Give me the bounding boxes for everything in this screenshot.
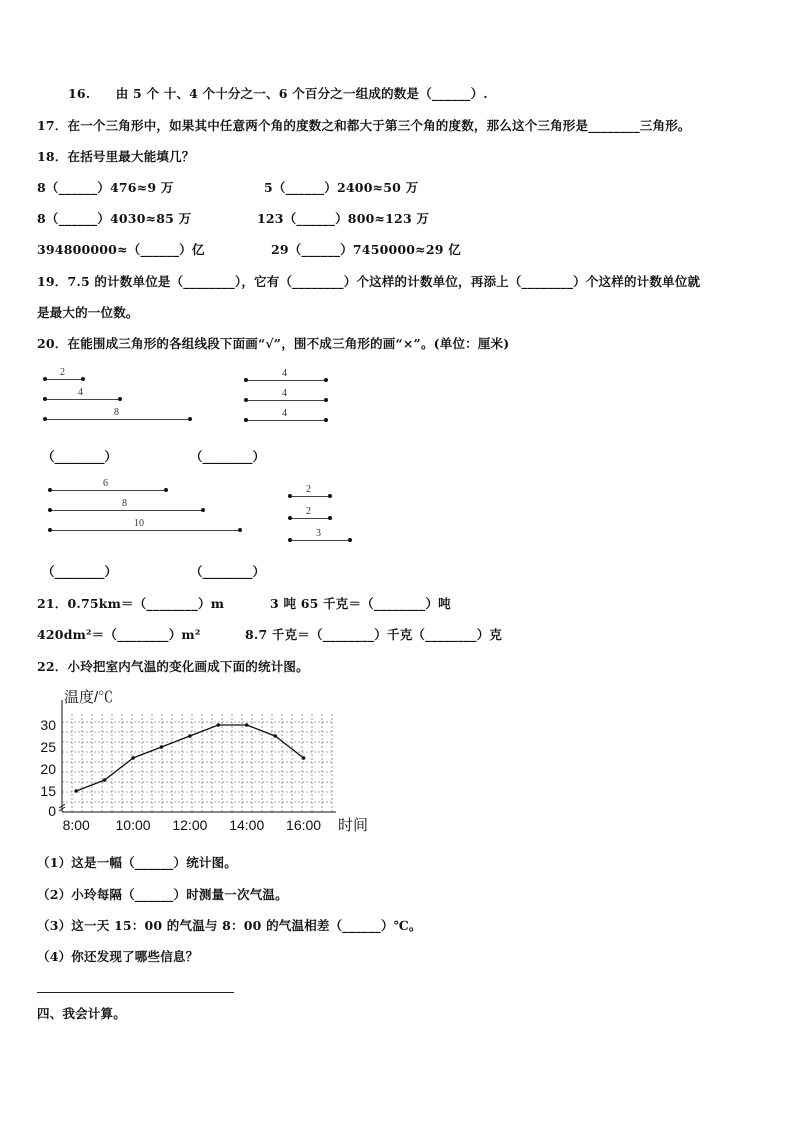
- segment-endpoint: [244, 398, 248, 402]
- line-segment: [290, 518, 330, 519]
- segment-endpoint: [81, 377, 85, 381]
- x-axis-title: 时间: [338, 817, 369, 834]
- section-4-title: 四、我会计算。: [37, 1006, 126, 1021]
- q18-row3-left: 394800000≈（______）亿: [37, 242, 205, 257]
- segment-label: 8: [122, 498, 127, 509]
- segment-endpoint: [288, 516, 292, 520]
- q22-sub1: （1）这是一幅（______）统计图。: [37, 855, 237, 870]
- line-segment: [50, 490, 166, 491]
- line-segment: [246, 420, 326, 421]
- q18-row2-left: 8（______）4030≈85 万: [37, 211, 192, 226]
- chart-axes: [59, 700, 336, 812]
- segment-endpoint: [324, 418, 328, 422]
- answer-blank-group-2[interactable]: （________）: [190, 449, 266, 464]
- q21-row2-right: 8.7 千克＝（________）千克（________）克: [245, 627, 503, 642]
- data-point: [217, 723, 221, 727]
- line-segment: [45, 379, 83, 380]
- segment-endpoint: [324, 378, 328, 382]
- segment-endpoint: [238, 528, 242, 532]
- y-tick-label: 30: [40, 717, 56, 733]
- segment-label: 8: [114, 407, 119, 418]
- data-point: [74, 789, 78, 793]
- segment-endpoint: [43, 417, 47, 421]
- segment-endpoint: [324, 398, 328, 402]
- chart-series: [74, 723, 305, 793]
- answer-blank-group-1[interactable]: （________）: [42, 449, 118, 464]
- q21-row1-left: 21．0.75km＝（________）m: [37, 596, 225, 611]
- q18-row3-right: 29（______）7450000≈29 亿: [271, 242, 461, 257]
- data-point: [273, 734, 277, 738]
- answer-blank-group-4[interactable]: （________）: [190, 564, 266, 579]
- segment-label: 2: [60, 367, 65, 378]
- y-tick-label: 25: [40, 739, 56, 755]
- segment-endpoint: [188, 417, 192, 421]
- q21-row1-right: 3 吨 65 千克＝（________）吨: [270, 596, 451, 611]
- segment-endpoint: [48, 488, 52, 492]
- segment-label: 3: [316, 528, 321, 539]
- segment-endpoint: [118, 397, 122, 401]
- q18-row1-left: 8（______）476≈9 万: [37, 180, 174, 195]
- temperature-line-chart: [30, 682, 390, 842]
- segment-endpoint: [164, 488, 168, 492]
- segment-label: 4: [282, 388, 287, 399]
- line-segment: [50, 530, 240, 531]
- segment-endpoint: [43, 377, 47, 381]
- y-tick-label: 20: [40, 761, 56, 777]
- segment-label: 4: [282, 408, 287, 419]
- question-20-title: 20．在能围成三角形的各组线段下面画“√”，围不成三角形的画“×”。(单位：厘米): [37, 336, 510, 351]
- question-18-title: 18．在括号里最大能填几？: [37, 149, 195, 164]
- q22-sub3: （3）这一天 15：00 的气温与 8：00 的气温相差（______）℃。: [37, 918, 422, 933]
- segment-endpoint: [244, 418, 248, 422]
- data-point: [131, 756, 135, 760]
- chart-grid: [62, 714, 332, 812]
- segment-label: 2: [306, 506, 311, 517]
- data-point: [245, 723, 249, 727]
- segment-endpoint: [43, 397, 47, 401]
- x-tick-label: 16:00: [286, 817, 322, 833]
- segment-endpoint: [328, 516, 332, 520]
- segment-label: 6: [103, 478, 108, 489]
- segment-endpoint: [288, 538, 292, 542]
- q18-row2-right: 123（______）800≈123 万: [257, 211, 430, 226]
- data-point: [103, 778, 107, 782]
- x-tick-label: 14:00: [229, 817, 265, 833]
- line-segment: [290, 540, 350, 541]
- question-19-line2: 是最大的一位数。: [37, 305, 139, 320]
- data-point: [188, 734, 192, 738]
- segment-endpoint: [348, 538, 352, 542]
- x-tick-label: 12:00: [172, 817, 208, 833]
- y-tick-label: 15: [40, 783, 56, 799]
- segment-label: 2: [306, 484, 311, 495]
- segment-endpoint: [328, 494, 332, 498]
- segment-endpoint: [201, 508, 205, 512]
- segment-label: 10: [134, 518, 144, 529]
- segment-endpoint: [48, 528, 52, 532]
- segment-endpoint: [48, 508, 52, 512]
- question-19-line1: 19．7.5 的计数单位是（________），它有（________）个这样的计数单位，再添上（________）个这样的计数单位就: [37, 274, 701, 289]
- answer-blank-group-3[interactable]: （________）: [42, 564, 118, 579]
- y-tick-label: 0: [48, 803, 56, 819]
- line-segment: [246, 380, 326, 381]
- q18-row1-right: 5（______）2400≈50 万: [264, 180, 419, 195]
- question-17: 17．在一个三角形中，如果其中任意两个角的度数之和都大于第三个角的度数，那么这个三角形是________三角形。: [37, 118, 691, 133]
- data-point: [302, 756, 306, 760]
- data-point: [160, 745, 164, 749]
- x-tick-label: 8:00: [62, 817, 90, 833]
- segment-endpoint: [244, 378, 248, 382]
- line-segment: [290, 496, 330, 497]
- segment-label: 4: [282, 368, 287, 379]
- x-tick-label: 10:00: [115, 817, 151, 833]
- y-axis-title: 温度/℃: [64, 689, 114, 706]
- q22-sub2: （2）小玲每隔（______）时测量一次气温。: [37, 887, 288, 902]
- line-segment: [50, 510, 203, 511]
- question-16: 16. 由 5 个 十、4 个十分之一、6 个百分之一组成的数是（______）.: [68, 86, 488, 101]
- question-22-title: 22．小玲把室内气温的变化画成下面的统计图。: [37, 659, 309, 674]
- q21-row2-left: 420dm²＝（________）m²: [37, 627, 201, 642]
- answer-divider: [37, 992, 234, 993]
- segment-label: 4: [78, 387, 83, 398]
- line-segment: [45, 399, 120, 400]
- segment-endpoint: [288, 494, 292, 498]
- line-segment: [45, 419, 190, 420]
- q22-sub4: （4）你还发现了哪些信息？: [37, 949, 199, 964]
- line-segment: [246, 400, 326, 401]
